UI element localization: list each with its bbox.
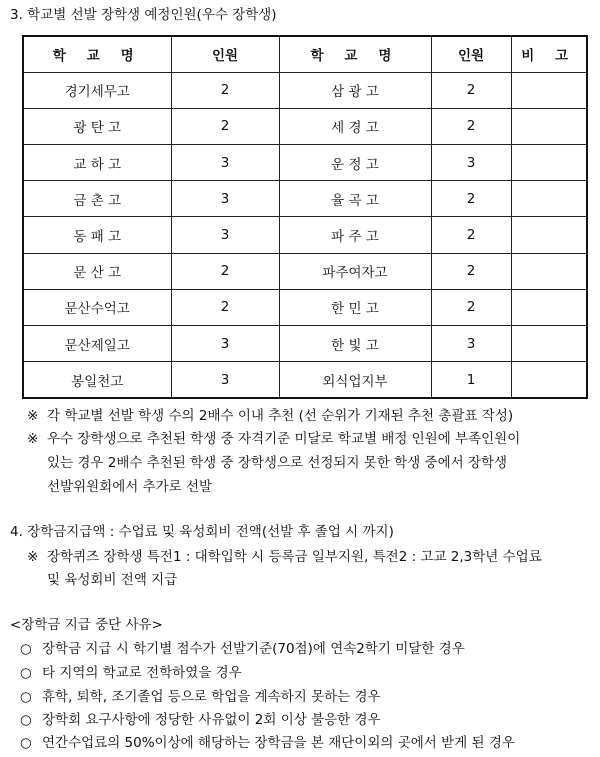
school-name-cell: 동 패 고 [23,217,171,253]
count-cell: 3 [171,326,279,362]
count-cell: 2 [431,72,511,108]
count-cell: 2 [431,289,511,325]
count-cell: 3 [171,217,279,253]
note-shortage [27,429,520,450]
table-row [23,362,587,398]
table-row [23,108,587,144]
count-cell: 2 [431,217,511,253]
school-name-cell: 광 탄 고 [23,108,171,144]
remarks-cell [511,108,587,144]
note-recommendation [27,406,513,427]
list-item-text: 휴학, 퇴학, 조기졸업 등으로 학업을 계속하지 못하는 경우 [42,689,381,705]
count-cell: 2 [171,72,279,108]
table-row [23,217,587,253]
school-name-cell: 삼 광 고 [279,72,431,108]
count-cell: 3 [171,362,279,398]
section-3-title: 3. 학교별 선발 장학생 예정인원(우수 장학생) [10,7,277,23]
count-cell: 3 [171,181,279,217]
note-text: 있는 경우 2배수 추천된 학생 중 장학생으로 선정되지 못한 학생 중에서 장학생 [47,455,508,471]
section-4-title: 4. 장학금지급액 : 수업료 및 육성회비 전액(선발 후 졸업 시 까지) [10,524,394,540]
school-name-cell: 한 빛 고 [279,326,431,362]
note-text: 선발위원회에서 추가로 선발 [47,479,213,495]
list-item [20,687,381,708]
list-item-text: 타 지역의 학교로 전학하였을 경우 [42,665,242,681]
school-name-cell: 한 민 고 [279,289,431,325]
header-count-2: 인원 [431,36,511,72]
list-item-text: 연간수업료의 50%이상에 해당하는 장학금을 본 재단이외의 곳에서 받게 된 경우 [42,735,515,751]
count-cell: 2 [431,108,511,144]
school-name-cell: 외식업지부 [279,362,431,398]
remarks-cell [511,217,587,253]
school-name-cell: 운 정 고 [279,144,431,180]
list-item [20,733,515,754]
suspension-title: <장학금 지급 중단 사유> [10,617,163,633]
circle-bullet: ○ [20,665,32,681]
count-cell: 2 [171,253,279,289]
remarks-cell [511,144,587,180]
remarks-cell [511,326,587,362]
count-cell: 2 [171,289,279,325]
scholarship-quota-table [22,35,588,399]
remarks-cell [511,253,587,289]
table-row [23,144,587,180]
school-name-cell: 파주여자고 [279,253,431,289]
header-remarks: 비 고 [511,36,587,72]
school-name-cell: 봉일천고 [23,362,171,398]
list-item-text: 장학금 지급 시 학기별 점수가 선발기준(70점)에 연속2학기 미달한 경우 [42,641,465,657]
circle-bullet: ○ [20,712,32,728]
note-text: 우수 장학생으로 추천된 학생 중 자격기준 미달로 학교별 배정 인원에 부족인원이 [47,431,521,447]
remarks-cell [511,72,587,108]
table-header-row [23,36,587,72]
list-item [20,710,381,731]
note-text: 장학퀴즈 장학생 특전1 : 대학입학 시 등록금 일부지원, 특전2 : 고교 2,3학년 수업료 [47,549,542,565]
school-name-cell: 교 하 고 [23,144,171,180]
count-cell: 3 [171,144,279,180]
count-cell: 2 [431,253,511,289]
remarks-cell [511,181,587,217]
list-item-text: 장학회 요구사항에 정당한 사유없이 2회 이상 불응한 경우 [42,712,381,728]
list-item [20,639,465,660]
school-name-cell: 경기세무고 [23,72,171,108]
table-row [23,72,587,108]
note-text: 각 학교별 선발 학생 수의 2배수 이내 추천 (선 순위가 기재된 추천 총괄표 작성) [47,408,514,424]
header-school-name-1: 학 교 명 [23,36,171,72]
table-row [23,181,587,217]
note-text: 및 육성회비 전액 지급 [47,572,178,588]
list-item [20,663,242,684]
table-row [23,289,587,325]
reference-mark: ※ [27,549,39,565]
count-cell: 3 [431,326,511,362]
school-name-cell: 율 곡 고 [279,181,431,217]
table-row [23,253,587,289]
header-count-1: 인원 [171,36,279,72]
count-cell: 1 [431,362,511,398]
count-cell: 2 [431,181,511,217]
school-name-cell: 문산수억고 [23,289,171,325]
note-quiz-benefits [27,547,542,568]
school-name-cell: 파 주 고 [279,217,431,253]
reference-mark: ※ [27,408,39,424]
circle-bullet: ○ [20,735,32,751]
circle-bullet: ○ [20,641,32,657]
reference-mark: ※ [27,431,39,447]
count-cell: 2 [171,108,279,144]
header-school-name-2: 학 교 명 [279,36,431,72]
table-row [23,326,587,362]
circle-bullet: ○ [20,689,32,705]
remarks-cell [511,362,587,398]
remarks-cell [511,289,587,325]
count-cell: 3 [431,144,511,180]
school-name-cell: 세 경 고 [279,108,431,144]
school-name-cell: 문 산 고 [23,253,171,289]
school-name-cell: 문산제일고 [23,326,171,362]
school-name-cell: 금 촌 고 [23,181,171,217]
